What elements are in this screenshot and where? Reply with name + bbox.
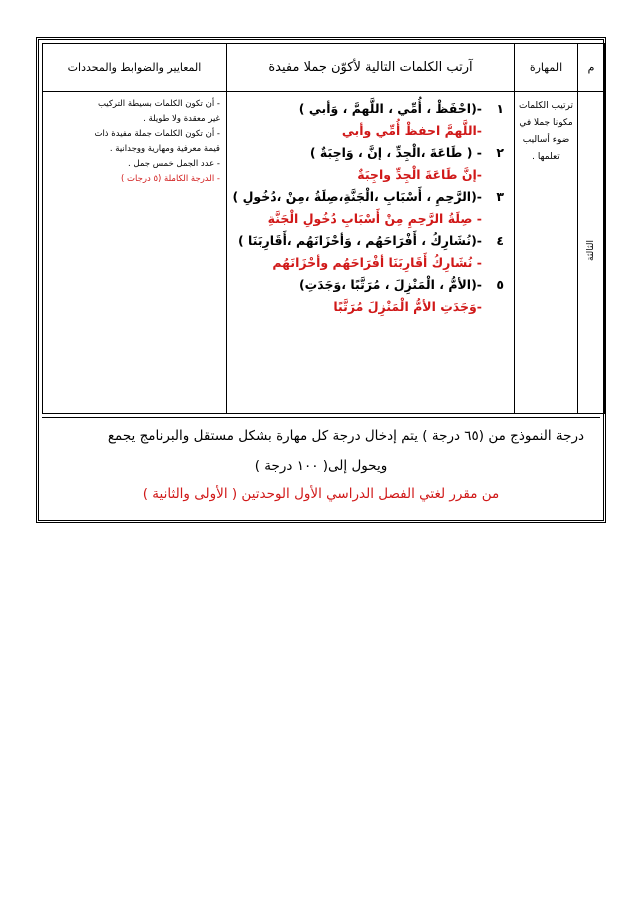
question-number: ٢: [496, 145, 504, 160]
question-number: ٣: [496, 189, 504, 204]
table-row: [43, 92, 605, 414]
skills-table: [42, 43, 605, 414]
header-number: م: [578, 44, 605, 92]
questions-cell: [227, 92, 515, 414]
row-number: الثالثة: [586, 240, 596, 261]
criteria-line: غير معقدة ولا طويلة .: [143, 114, 220, 124]
question-number: ٥: [496, 277, 504, 292]
answer-line: -اللَّهمَّ احفظْ أُمِّي وأبي: [341, 123, 482, 138]
answer-line: -وَجَدَتِ الأمُّ الْمَنْزِلَ مُرَتَّبًا: [333, 299, 482, 314]
question-text: -(الأمُّ ، الْمَنْزِلَ ، مُرَتَّبًا ،وَجَدَتِ): [298, 277, 482, 292]
row-number-cell: [578, 92, 605, 414]
question-line: [233, 186, 504, 208]
question-text: -(نُشَارِكُ ، أَفْرَاحَهُم ، وَأحْزَانَهُم ،أَقَارِبَنَا ): [237, 233, 482, 248]
answer-line: -إنَّ طَاعَةَ الْجِدِّ واجِبَةٌ: [357, 167, 482, 182]
question-text: - ( طَاعَةَ ،الْجِدِّ ، إنَّ ، وَاجِبَةٌ ): [309, 145, 482, 160]
answer-line: - نُشَارِكُ أَقَارِبَنَا أفْرَاحَهُم وأحْزَانَهُم: [272, 255, 482, 270]
skill-line: تعلمها .: [532, 152, 560, 162]
table-header-row: [43, 44, 605, 92]
question-number: ٤: [496, 233, 504, 248]
question-line: [233, 274, 504, 296]
header-skill: المهارة: [515, 44, 578, 92]
criteria-line: - أن تكون الكلمات بسيطة التركيب: [97, 99, 220, 109]
header-question: آرتب الكلمات التالية لأكوّن جملا مفيدة: [227, 44, 515, 92]
question-line: [233, 98, 504, 120]
question-text: -(الرَّحِمِ ، أَسْبَابِ ،الْجَنَّةِ،صِلَةُ ،مِنْ ،دُخُولِ ): [232, 189, 482, 204]
question-text: -(احْفَظْ ، أُمِّي ، اللَّهمَّ ، وَأبي ): [298, 101, 482, 116]
grading-note-line2: ويحول إلى( ١٠٠ درجة ): [254, 458, 388, 474]
criteria-cell: [43, 92, 227, 414]
question-line: [233, 230, 504, 252]
criteria-line: قيمة معرفية ومهارية ووجدانية .: [109, 144, 220, 154]
criteria-line: - عدد الجمل خمس جمل .: [128, 159, 220, 169]
skill-cell: [515, 92, 578, 414]
answer-line: - صِلَةُ الرَّحِمِ مِنْ أَسْبَابِ دُخُولِ الْجَنَّةِ: [267, 211, 482, 226]
skill-line: ضوء أساليب: [522, 135, 570, 145]
curriculum-note: من مقرر لغتي الفصل الدراسي الأول الوحدتين ( الأولى والثانية ): [142, 486, 500, 502]
grading-note-line1: درجة النموذج من (٦٥ درجة ) يتم إدخال درجة كل مهارة بشكل مستقل والبرنامج يجمع: [107, 428, 584, 444]
criteria-total-grade: - الدرجة الكاملة (٥ درجات ): [120, 174, 220, 184]
question-number: ١: [496, 101, 504, 116]
skill-line: مكونا جملا في: [519, 118, 573, 128]
skill-line: ترتيب الكلمات: [519, 101, 573, 111]
question-line: [233, 142, 504, 164]
grading-note: [42, 417, 600, 518]
header-criteria: المعايير والضوابط والمحددات: [43, 44, 227, 92]
criteria-line: - أن تكون الكلمات جملة مفيدة ذات: [94, 129, 220, 139]
